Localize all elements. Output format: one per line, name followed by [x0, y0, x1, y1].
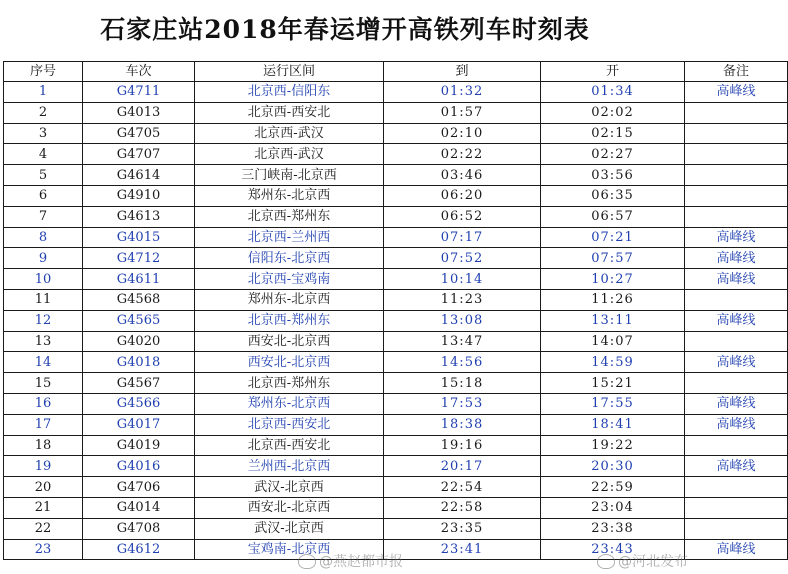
cell-route: 武汉-北京西 [195, 518, 384, 539]
cell-route: 宝鸡南-北京西 [195, 539, 384, 560]
cell-train: G4711 [83, 82, 195, 103]
table-row [4, 269, 788, 290]
cell-depart: 02:27 [541, 144, 685, 165]
cell-arrive: 10:14 [384, 269, 541, 290]
table-row [4, 144, 788, 165]
cell-route: 北京西-信阳东 [195, 82, 384, 103]
cell-depart: 11:26 [541, 289, 685, 310]
cell-depart: 13:11 [541, 310, 685, 331]
cell-index: 22 [4, 518, 83, 539]
cell-route: 西安北-北京西 [195, 497, 384, 518]
cell-depart: 20:30 [541, 456, 685, 477]
cell-arrive: 15:18 [384, 373, 541, 394]
table-row [4, 227, 788, 248]
cell-depart: 07:57 [541, 248, 685, 269]
table-row [4, 206, 788, 227]
cell-note: 高峰线 [685, 82, 788, 103]
cell-index: 16 [4, 393, 83, 414]
cell-route: 西安北-北京西 [195, 331, 384, 352]
cell-note: 高峰线 [685, 352, 788, 373]
cell-arrive: 07:52 [384, 248, 541, 269]
cell-depart: 22:59 [541, 477, 685, 498]
cell-train: G4612 [83, 539, 195, 560]
cell-depart: 23:38 [541, 518, 685, 539]
watermark-left-text: @燕赵都市报 [319, 554, 403, 570]
cell-route: 信阳东-北京西 [195, 248, 384, 269]
cell-route: 西安北-北京西 [195, 352, 384, 373]
cell-note: 高峰线 [685, 269, 788, 290]
cell-note [685, 477, 788, 498]
cell-train: G4013 [83, 102, 195, 123]
cell-index: 2 [4, 102, 83, 123]
cell-index: 21 [4, 497, 83, 518]
cell-note [685, 373, 788, 394]
cell-depart: 07:21 [541, 227, 685, 248]
cell-index: 9 [4, 248, 83, 269]
watermark-right-text: @河北发布 [618, 554, 688, 570]
table-row [4, 518, 788, 539]
table-row [4, 331, 788, 352]
table-row [4, 82, 788, 103]
cell-route: 三门峡南-北京西 [195, 165, 384, 186]
cell-route: 武汉-北京西 [195, 477, 384, 498]
cell-arrive: 17:53 [384, 393, 541, 414]
cell-index: 13 [4, 331, 83, 352]
cell-index: 12 [4, 310, 83, 331]
timetable [3, 61, 788, 560]
cell-note [685, 331, 788, 352]
cell-train: G4705 [83, 123, 195, 144]
cell-depart: 01:34 [541, 82, 685, 103]
table-row [4, 102, 788, 123]
table-row [4, 435, 788, 456]
cell-note [685, 497, 788, 518]
cell-arrive: 02:10 [384, 123, 541, 144]
table-row [4, 310, 788, 331]
cell-train: G4708 [83, 518, 195, 539]
cell-depart: 15:21 [541, 373, 685, 394]
cell-index: 4 [4, 144, 83, 165]
cell-arrive: 03:46 [384, 165, 541, 186]
cell-depart: 06:35 [541, 185, 685, 206]
page-title: 石家庄站2018年春运增开高铁列车时刻表 [100, 15, 590, 44]
timetable-body [4, 82, 788, 560]
cell-depart: 02:02 [541, 102, 685, 123]
cell-route: 北京西-宝鸡南 [195, 269, 384, 290]
cell-route: 兰州西-北京西 [195, 456, 384, 477]
cell-arrive: 23:41 [384, 539, 541, 560]
cell-arrive: 01:57 [384, 102, 541, 123]
cell-train: G4566 [83, 393, 195, 414]
cell-train: G4020 [83, 331, 195, 352]
cell-route: 北京西-兰州西 [195, 227, 384, 248]
cell-index: 19 [4, 456, 83, 477]
cell-arrive: 11:23 [384, 289, 541, 310]
cell-train: G4706 [83, 477, 195, 498]
header-route: 运行区间 [195, 62, 384, 82]
cell-arrive: 06:52 [384, 206, 541, 227]
cell-note [685, 165, 788, 186]
cell-route: 北京西-武汉 [195, 123, 384, 144]
cell-arrive: 19:16 [384, 435, 541, 456]
cell-index: 15 [4, 373, 83, 394]
cell-note: 高峰线 [685, 393, 788, 414]
cell-index: 17 [4, 414, 83, 435]
cell-route: 北京西-郑州东 [195, 310, 384, 331]
cell-train: G4568 [83, 289, 195, 310]
cell-train: G4018 [83, 352, 195, 373]
cell-depart: 17:55 [541, 393, 685, 414]
cell-note [685, 435, 788, 456]
cell-train: G4712 [83, 248, 195, 269]
cell-train: G4614 [83, 165, 195, 186]
cell-route: 北京西-郑州东 [195, 373, 384, 394]
header-arrive: 到 [384, 62, 541, 82]
table-row [4, 248, 788, 269]
cell-route: 北京西-武汉 [195, 144, 384, 165]
watermark-left [298, 552, 403, 572]
cell-arrive: 06:20 [384, 185, 541, 206]
table-row [4, 123, 788, 144]
cell-arrive: 14:56 [384, 352, 541, 373]
cell-index: 1 [4, 82, 83, 103]
cell-arrive: 07:17 [384, 227, 541, 248]
cell-arrive: 20:17 [384, 456, 541, 477]
cell-arrive: 13:47 [384, 331, 541, 352]
cell-route: 北京西-西安北 [195, 102, 384, 123]
cell-route: 郑州东-北京西 [195, 393, 384, 414]
cell-route: 北京西-西安北 [195, 414, 384, 435]
cell-route: 北京西-郑州东 [195, 206, 384, 227]
cell-note: 高峰线 [685, 227, 788, 248]
header-train: 车次 [83, 62, 195, 82]
cell-depart: 14:07 [541, 331, 685, 352]
cell-note [685, 206, 788, 227]
cell-train: G4613 [83, 206, 195, 227]
table-row [4, 185, 788, 206]
cell-arrive: 02:22 [384, 144, 541, 165]
cell-train: G4019 [83, 435, 195, 456]
cell-index: 7 [4, 206, 83, 227]
cell-arrive: 18:38 [384, 414, 541, 435]
cell-note [685, 123, 788, 144]
cell-train: G4017 [83, 414, 195, 435]
cell-train: G4016 [83, 456, 195, 477]
cell-note [685, 102, 788, 123]
cell-depart: 02:15 [541, 123, 685, 144]
table-row [4, 477, 788, 498]
cell-arrive: 22:58 [384, 497, 541, 518]
cell-train: G4567 [83, 373, 195, 394]
cell-depart: 03:56 [541, 165, 685, 186]
cell-train: G4014 [83, 497, 195, 518]
cell-route: 郑州东-北京西 [195, 289, 384, 310]
cell-depart: 10:27 [541, 269, 685, 290]
cell-note [685, 289, 788, 310]
cell-train: G4910 [83, 185, 195, 206]
table-row [4, 456, 788, 477]
cell-index: 5 [4, 165, 83, 186]
header-depart: 开 [541, 62, 685, 82]
cell-index: 20 [4, 477, 83, 498]
cell-train: G4015 [83, 227, 195, 248]
cell-depart: 19:22 [541, 435, 685, 456]
cell-depart: 18:41 [541, 414, 685, 435]
header-index: 序号 [4, 62, 83, 82]
cell-depart: 06:57 [541, 206, 685, 227]
cell-arrive: 23:35 [384, 518, 541, 539]
cell-note: 高峰线 [685, 414, 788, 435]
table-row [4, 373, 788, 394]
cell-index: 18 [4, 435, 83, 456]
cell-index: 14 [4, 352, 83, 373]
table-row [4, 165, 788, 186]
cell-note: 高峰线 [685, 248, 788, 269]
cell-index: 3 [4, 123, 83, 144]
table-row [4, 352, 788, 373]
cell-note: 高峰线 [685, 310, 788, 331]
cell-depart: 14:59 [541, 352, 685, 373]
table-row [4, 497, 788, 518]
cell-depart: 23:04 [541, 497, 685, 518]
cell-index: 10 [4, 269, 83, 290]
cell-train: G4565 [83, 310, 195, 331]
cell-index: 23 [4, 539, 83, 560]
header-row [4, 62, 788, 82]
cell-arrive: 22:54 [384, 477, 541, 498]
weibo-logo-icon [298, 554, 316, 569]
table-row [4, 289, 788, 310]
cell-note [685, 185, 788, 206]
cell-note [685, 518, 788, 539]
table-row [4, 414, 788, 435]
cell-train: G4611 [83, 269, 195, 290]
cell-note [685, 144, 788, 165]
cell-arrive: 13:08 [384, 310, 541, 331]
cell-train: G4707 [83, 144, 195, 165]
weibo-logo-icon [597, 554, 615, 569]
cell-depart: 23:43 [541, 539, 685, 560]
cell-index: 8 [4, 227, 83, 248]
cell-index: 11 [4, 289, 83, 310]
cell-note: 高峰线 [685, 539, 788, 560]
cell-route: 北京西-西安北 [195, 435, 384, 456]
cell-index: 6 [4, 185, 83, 206]
cell-arrive: 01:32 [384, 82, 541, 103]
table-row [4, 393, 788, 414]
watermark-right [597, 552, 688, 572]
cell-note: 高峰线 [685, 456, 788, 477]
header-note: 备注 [685, 62, 788, 82]
cell-route: 郑州东-北京西 [195, 185, 384, 206]
